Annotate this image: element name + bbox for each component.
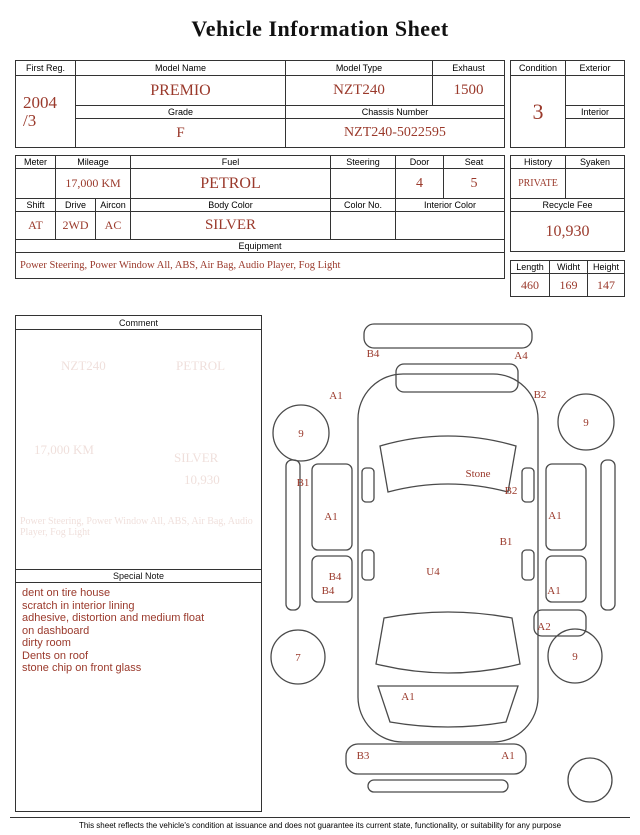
door-value: 4 bbox=[396, 169, 444, 198]
damage-code-label: 9 bbox=[583, 417, 589, 429]
shift-value: AT bbox=[16, 212, 56, 239]
damage-code-label: A2 bbox=[537, 621, 551, 633]
body-color-label: Body Color bbox=[131, 199, 331, 211]
recycle-fee-value: 10,930 bbox=[545, 222, 590, 240]
grade-label: Grade bbox=[76, 106, 286, 119]
equipment-label: Equipment bbox=[238, 241, 282, 251]
car-outline-drawing bbox=[268, 318, 633, 804]
front-bumper-shape bbox=[346, 744, 526, 774]
fuel-label: Fuel bbox=[131, 156, 331, 168]
first-reg-label: First Reg. bbox=[16, 61, 76, 76]
drive-value: 2WD bbox=[56, 212, 96, 239]
comment-label: Comment bbox=[16, 316, 261, 330]
steering-label: Steering bbox=[331, 156, 396, 168]
grade-value: F bbox=[76, 119, 286, 147]
ghost-print-through-text: SILVER bbox=[174, 450, 219, 465]
condition-table bbox=[510, 60, 625, 148]
page-title: Vehicle Information Sheet bbox=[191, 16, 449, 41]
aircon-value: AC bbox=[96, 212, 131, 239]
width-label: Widht bbox=[550, 261, 588, 273]
damage-code-label: B4 bbox=[321, 585, 335, 597]
left-front-door-shape bbox=[312, 464, 352, 550]
ghost-print-through-text: Power Steering, Power Window All, ABS, Air Bag, Audio Player, Fog Light bbox=[20, 516, 253, 538]
condition-value: 3 bbox=[511, 76, 566, 147]
model-name-label: Model Name bbox=[76, 61, 286, 76]
right-front-door-shape bbox=[546, 464, 586, 550]
height-label: Height bbox=[592, 262, 619, 272]
color-no-value bbox=[331, 212, 396, 239]
pillar-shape bbox=[522, 468, 534, 502]
damage-code-label: B2 bbox=[504, 485, 518, 497]
mileage-value: 17,000 KM bbox=[56, 169, 131, 198]
door-label: Door bbox=[396, 156, 444, 168]
meter-value bbox=[16, 169, 56, 198]
damage-code-label: 9 bbox=[298, 428, 304, 440]
model-name-value: PREMIO bbox=[76, 76, 286, 106]
damage-code-label: A1 bbox=[324, 511, 338, 523]
damage-code-label: A1 bbox=[329, 390, 343, 402]
interior-value bbox=[566, 119, 624, 147]
exterior-value bbox=[566, 76, 624, 106]
special-note-line: scratch in interior lining bbox=[22, 599, 135, 612]
disclaimer-text: This sheet reflects the vehicle's condition at issuance and does not guarantee its current state, functionality, or suitability for any purpose bbox=[10, 817, 630, 830]
interior-color-label: Interior Color bbox=[423, 200, 477, 210]
special-note-line: on dashboard bbox=[22, 624, 90, 637]
length-label: Length bbox=[511, 261, 550, 273]
damage-code-label: B4 bbox=[328, 571, 342, 583]
width-value: 169 bbox=[550, 274, 588, 296]
model-type-value: NZT240 bbox=[286, 76, 433, 106]
exterior-label: Exterior bbox=[566, 61, 624, 76]
comment-panel bbox=[15, 315, 262, 812]
first-reg-month: /3 bbox=[23, 110, 37, 130]
spare-tire-shape bbox=[568, 758, 612, 802]
trunk-lid-shape bbox=[396, 364, 518, 392]
damage-code-label: U4 bbox=[426, 566, 440, 578]
comment-body bbox=[16, 330, 261, 569]
special-note-line: dirty room bbox=[22, 637, 71, 649]
front-lower-strip-shape bbox=[368, 780, 508, 792]
first-reg-year: 2004 bbox=[23, 92, 57, 112]
color-no-label: Color No. bbox=[331, 199, 396, 211]
special-note-line: stone chip on front glass bbox=[22, 662, 142, 674]
history-label: History bbox=[511, 156, 566, 168]
damage-code-label: A1 bbox=[501, 750, 515, 762]
length-value: 460 bbox=[511, 274, 550, 296]
syaken-label: Syaken bbox=[579, 157, 611, 167]
right-sill-shape bbox=[601, 460, 615, 610]
damage-code-label: A4 bbox=[514, 350, 528, 362]
seat-value: 5 bbox=[470, 175, 478, 191]
damage-code-label: A1 bbox=[547, 585, 561, 597]
fuel-value: PETROL bbox=[131, 169, 331, 198]
special-note-list bbox=[16, 583, 261, 679]
damage-code-label: B2 bbox=[533, 389, 547, 401]
pillar-shape bbox=[362, 550, 374, 580]
shift-label: Shift bbox=[16, 199, 56, 211]
steering-value bbox=[331, 169, 396, 198]
pillar-shape bbox=[362, 468, 374, 502]
model-type-label: Model Type bbox=[286, 61, 433, 76]
rear-window-shape bbox=[380, 436, 516, 492]
damage-code-label: B1 bbox=[499, 536, 513, 548]
front-window-shape bbox=[376, 612, 520, 673]
ghost-print-through-text: 10,930 bbox=[184, 472, 220, 487]
exhaust-label: Exhaust bbox=[433, 61, 504, 76]
history-table bbox=[510, 155, 625, 252]
chassis-number-value: NZT240-5022595 bbox=[344, 125, 446, 140]
aircon-label: Aircon bbox=[96, 199, 131, 211]
ghost-print-through-text: NZT240 bbox=[61, 358, 106, 373]
dimensions-table bbox=[510, 260, 625, 297]
exhaust-value: 1500 bbox=[433, 76, 504, 106]
special-note-label: Special Note bbox=[16, 569, 261, 583]
condition-label: Condition bbox=[511, 61, 566, 76]
damage-code-label: B4 bbox=[366, 348, 380, 360]
damage-code-label: A1 bbox=[548, 510, 562, 522]
body-color-value: SILVER bbox=[131, 212, 331, 239]
drive-label: Drive bbox=[56, 199, 96, 211]
syaken-value bbox=[566, 169, 624, 198]
spec-table bbox=[15, 155, 505, 279]
height-value: 147 bbox=[597, 277, 615, 292]
special-note-line: Dents on roof bbox=[22, 649, 89, 662]
meter-label: Meter bbox=[16, 156, 56, 168]
ghost-print-through-text: PETROL bbox=[176, 358, 226, 373]
seat-label: Seat bbox=[464, 157, 484, 167]
hood-shape bbox=[378, 686, 518, 727]
damage-code-label: 7 bbox=[295, 652, 301, 664]
interior-color-value bbox=[396, 212, 504, 239]
chassis-number-label: Chassis Number bbox=[286, 106, 504, 119]
special-note-line: adhesive, distortion and medium float bbox=[22, 612, 205, 624]
car-damage-diagram bbox=[268, 318, 633, 804]
history-value: PRIVATE bbox=[511, 169, 566, 198]
special-note-line: dent on tire house bbox=[22, 587, 111, 599]
equipment-value: Power Steering, Power Window All, ABS, Air Bag, Audio Player, Fog Light bbox=[20, 260, 341, 271]
damage-code-label: Stone bbox=[465, 468, 491, 480]
damage-code-label: B1 bbox=[296, 477, 310, 489]
rear-bumper-shape bbox=[364, 324, 532, 348]
mileage-label: Mileage bbox=[56, 156, 131, 168]
interior-label: Interior bbox=[566, 106, 624, 119]
recycle-fee-label: Recycle Fee bbox=[542, 200, 593, 210]
damage-code-label: B3 bbox=[356, 750, 370, 762]
ghost-print-through-text: 17,000 KM bbox=[34, 442, 94, 457]
pillar-shape bbox=[522, 550, 534, 580]
damage-code-label: A1 bbox=[401, 691, 415, 703]
first-reg-value bbox=[16, 76, 76, 147]
damage-code-label: 9 bbox=[572, 651, 578, 663]
top-info-table bbox=[15, 60, 505, 148]
car-body-shape bbox=[358, 374, 538, 742]
